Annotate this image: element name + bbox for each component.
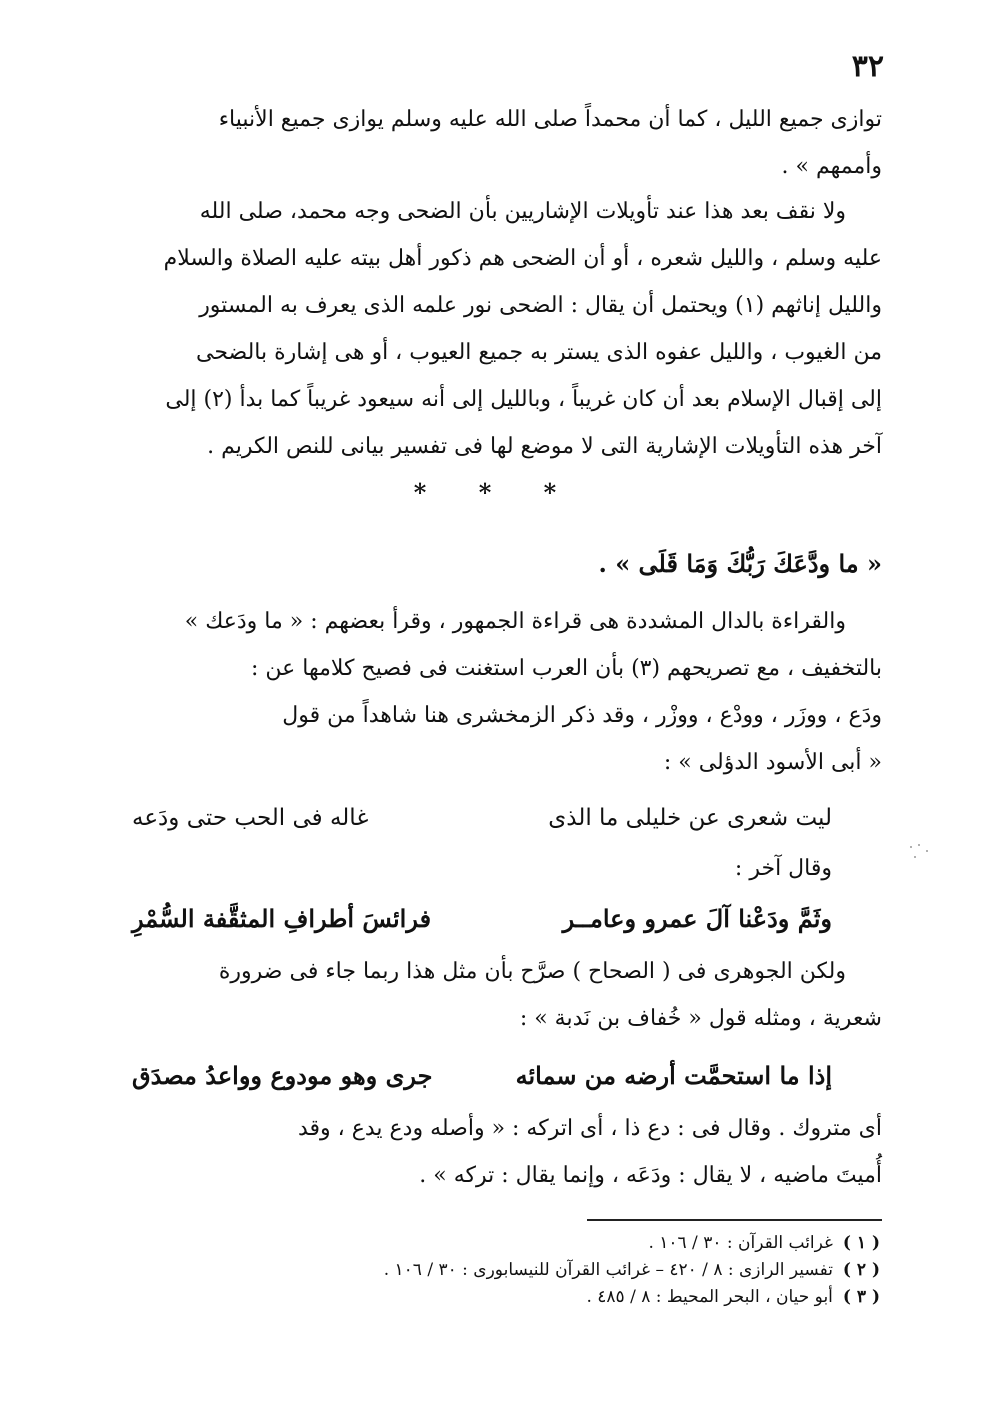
footnote-number: ( ١ ) — [842, 1233, 880, 1253]
poem-first-hemistich: إذا ما استحمَّت أرضه من سمائه — [515, 1061, 832, 1090]
footnotes — [384, 1230, 880, 1311]
footnote-number: ( ٣ ) — [842, 1287, 880, 1307]
text-line: وأممهم » . — [781, 154, 882, 179]
paragraph-4 — [107, 948, 882, 1042]
text-line: من الغيوب ، والليل عفوه الذى يستر به جميع العيوب ، أو هى إشارة بالضحى — [195, 340, 882, 365]
paragraph-1 — [107, 96, 882, 190]
text-line: آخر هذه التأويلات الإشارية التى لا موضع لها فى تفسير بيانى للنص الكريم . — [207, 434, 882, 459]
quran-verse-quote: « ما ودَّعَكَ رَبُّكَ وَمَا قَلَى » . — [598, 549, 882, 578]
section-separator — [0, 478, 992, 507]
text-line: ولا نقف بعد هذا عند تأويلات الإشاريين بأن الضحى وجه محمد، صلى الله — [199, 199, 846, 224]
asterisk: * — [478, 478, 514, 507]
page-number: ٣٢ — [851, 49, 884, 84]
footnote-text: غرائب القرآن : ٣٠ / ١٠٦ . — [648, 1233, 833, 1253]
footnote-item — [384, 1230, 880, 1257]
text-line: « أبى الأسود الدؤلى » : — [663, 750, 882, 775]
footnote-divider — [587, 1219, 882, 1221]
footnote-text: تفسير الرازى : ٨ / ٤٢٠ – غرائب القرآن للنيسابورى : ٣٠ / ١٠٦ . — [383, 1260, 833, 1280]
footnote-text: أبو حيان ، البحر المحيط : ٨ / ٤٨٥ . — [586, 1287, 833, 1307]
asterisk: * — [543, 478, 579, 507]
text-line: والليل إناثهم (١) ويحتمل أن يقال : الضحى نور علمه الذى يعرف به المستور — [199, 293, 882, 318]
poem-intro: وقال آخر : — [734, 856, 832, 881]
footnote-item — [384, 1284, 880, 1311]
asterisk: * — [413, 478, 449, 507]
poem-second-hemistich: غاله فى الحب حتى ودَعه — [132, 805, 369, 831]
text-line: أى متروك . وقال فى : دع ذا ، أى اتركه : « وأصله ودع يدع ، وقد — [297, 1116, 882, 1141]
poem-first-hemistich: وثَمَّ ودَعْنا آلَ عمرو وعامــر — [562, 904, 832, 933]
poem-first-hemistich: ليت شعرى عن خليلى ما الذى — [548, 805, 832, 831]
text-line: عليه وسلم ، والليل شعره ، أو أن الضحى هم ذكور أهل بيته عليه الصلاة والسلام — [163, 246, 882, 271]
scan-speck-mark — [908, 842, 932, 862]
paragraph-5 — [107, 1105, 882, 1199]
text-line: توازى جميع الليل ، كما أن محمداً صلى الله عليه وسلم يوازى جميع الأنبياء — [218, 107, 882, 132]
paragraph-2 — [107, 188, 882, 470]
poem-verse-1 — [132, 795, 832, 842]
text-line: أُميتَ ماضيه ، لا يقال : ودَعَه ، وإنما يقال : تركه » . — [419, 1163, 882, 1188]
text-line: إلى إقبال الإسلام بعد أن كان غريباً ، وبالليل إلى أنه سيعود غريباً كما بدأ (٢) إلى — [165, 387, 882, 412]
poem-second-hemistich: جرى وهو مودوع وواعدُ مصدَق — [132, 1061, 433, 1090]
poem-verse-3 — [132, 1052, 832, 1099]
text-line: شعرية ، ومثله قول « خُفاف بن نَدبة » : — [519, 1006, 882, 1031]
footnote-item — [384, 1257, 880, 1284]
text-line: بالتخفيف ، مع تصريحهم (٣) بأن العرب استغنت فى فصيح كلامها عن : — [251, 656, 882, 681]
poem-second-hemistich: فرائسَ أطرافِ المثقَّفة السُّمْرِ — [132, 904, 432, 933]
text-line: والقراءة بالدال المشددة هى قراءة الجمهور ، وقرأ بعضهم : « ما ودَعك » — [184, 609, 846, 634]
text-line: ولكن الجوهرى فى ( الصحاح ) صرَّح بأن مثل هذا ربما جاء فى ضرورة — [218, 959, 846, 984]
text-line: ودَع ، ووزَر ، وودْع ، ووزْر ، وقد ذكر الزمخشرى هنا شاهداً من قول — [282, 703, 882, 728]
footnote-number: ( ٢ ) — [842, 1260, 880, 1280]
poem-verse-2 — [132, 895, 832, 942]
paragraph-3 — [107, 598, 882, 786]
